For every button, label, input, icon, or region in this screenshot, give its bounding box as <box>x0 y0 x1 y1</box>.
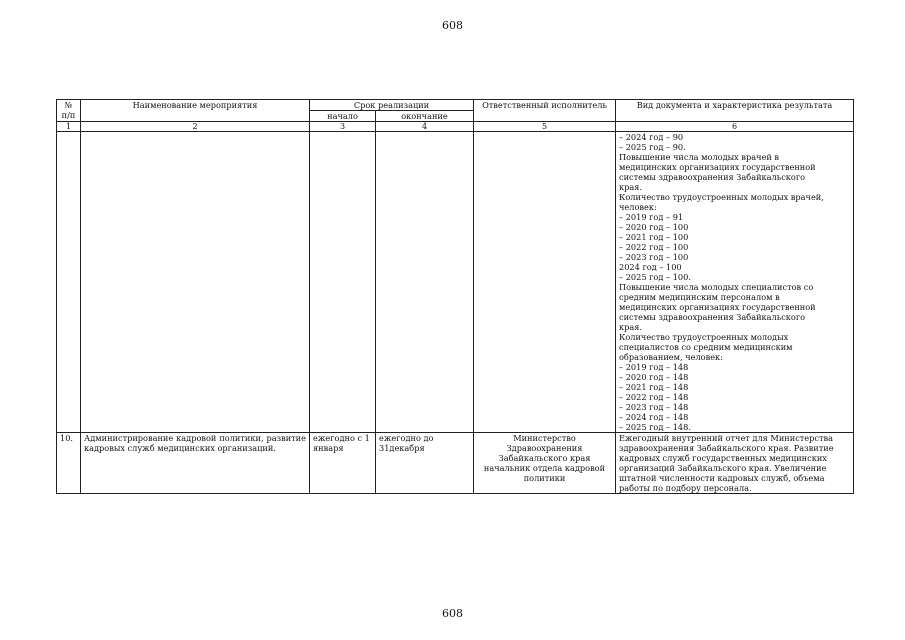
col-number: 6 <box>616 122 854 132</box>
result-line: средним медицинским персоналом в <box>619 292 780 302</box>
result-line: – 2021 год – 148 <box>619 382 689 392</box>
measures-table <box>56 99 854 494</box>
row-10-result: Ежегодный внутренний отчет для Министерства здравоохранения Забайкальского края. Развитие кадровых служб государственных медицинских организаций Забайкальского края. Увеличение штатной численности кадровых служб, объема работы по подбору персонала. <box>616 433 854 494</box>
column-numbers-row <box>57 122 854 132</box>
header-row-1 <box>57 100 854 111</box>
table-row-10 <box>57 433 854 494</box>
page-number-bottom: 608 <box>442 607 463 620</box>
result-line: края. <box>619 182 643 192</box>
result-line: – 2019 год – 91 <box>619 212 684 222</box>
result-line: – 2023 год – 100 <box>619 252 689 262</box>
continued-num-cell <box>57 132 81 433</box>
result-line: системы здравоохранения Забайкальского <box>619 312 806 322</box>
continued-end-cell <box>376 132 474 433</box>
result-line: системы здравоохранения Забайкальского <box>619 172 806 182</box>
result-line: образованием, человек: <box>619 352 723 362</box>
result-line: человек: <box>619 202 657 212</box>
result-line: – 2022 год – 148 <box>619 392 689 402</box>
col-number: 2 <box>81 122 310 132</box>
result-line: Повышение числа молодых врачей в <box>619 152 780 162</box>
result-line: – 2020 год – 148 <box>619 372 689 382</box>
header-end: окончание <box>376 111 474 122</box>
result-line: специалистов со средним медицинским <box>619 342 793 352</box>
result-line: – 2022 год – 100 <box>619 242 689 252</box>
continued-responsible-cell <box>474 132 616 433</box>
result-line: – 2020 год – 100 <box>619 222 689 232</box>
result-line: Повышение числа молодых специалистов со <box>619 282 814 292</box>
header-responsible: Ответственный исполнитель <box>474 100 616 122</box>
row-10-start: ежегодно с 1 января <box>310 433 376 494</box>
result-line: – 2019 год – 148 <box>619 362 689 372</box>
result-line: 2024 год – 100 <box>619 262 682 272</box>
header-name: Наименование мероприятия <box>81 100 310 122</box>
result-line: – 2025 год – 148. <box>619 422 691 432</box>
result-line: медицинских организациях государственной <box>619 162 816 172</box>
result-line: Количество трудоустроенных молодых врачей, <box>619 192 824 202</box>
col-number: 3 <box>310 122 376 132</box>
continued-name-cell <box>81 132 310 433</box>
continued-start-cell <box>310 132 376 433</box>
result-line: – 2024 год – 148 <box>619 412 689 422</box>
col-number: 4 <box>376 122 474 132</box>
row-10-end: ежегодно до 31декабря <box>376 433 474 494</box>
result-line: – 2021 год – 100 <box>619 232 689 242</box>
col-number: 1 <box>57 122 81 132</box>
header-period: Срок реализации <box>310 100 474 111</box>
continued-result-cell <box>616 132 854 433</box>
row-10-responsible: Министерство Здравоохранения Забайкальского края начальник отдела кадровой политики <box>474 433 616 494</box>
result-line: медицинских организациях государственной <box>619 302 816 312</box>
result-line: – 2025 год – 90. <box>619 142 686 152</box>
result-line: края. <box>619 322 643 332</box>
row-10-num: 10. <box>57 433 81 494</box>
result-line: – 2023 год – 148 <box>619 402 689 412</box>
result-line: – 2024 год – 90 <box>619 132 684 142</box>
header-result: Вид документа и характеристика результата <box>616 100 854 122</box>
col-number: 5 <box>474 122 616 132</box>
header-num: № п/п <box>57 100 81 122</box>
header-start: начало <box>310 111 376 122</box>
row-10-name: Администрирование кадровой политики, развитие кадровых служб медицинских организаций. <box>81 433 310 494</box>
page-number-top: 608 <box>442 19 463 32</box>
result-line: Количество трудоустроенных молодых <box>619 332 789 342</box>
result-line: – 2025 год – 100. <box>619 272 691 282</box>
table-row-continued <box>57 132 854 433</box>
